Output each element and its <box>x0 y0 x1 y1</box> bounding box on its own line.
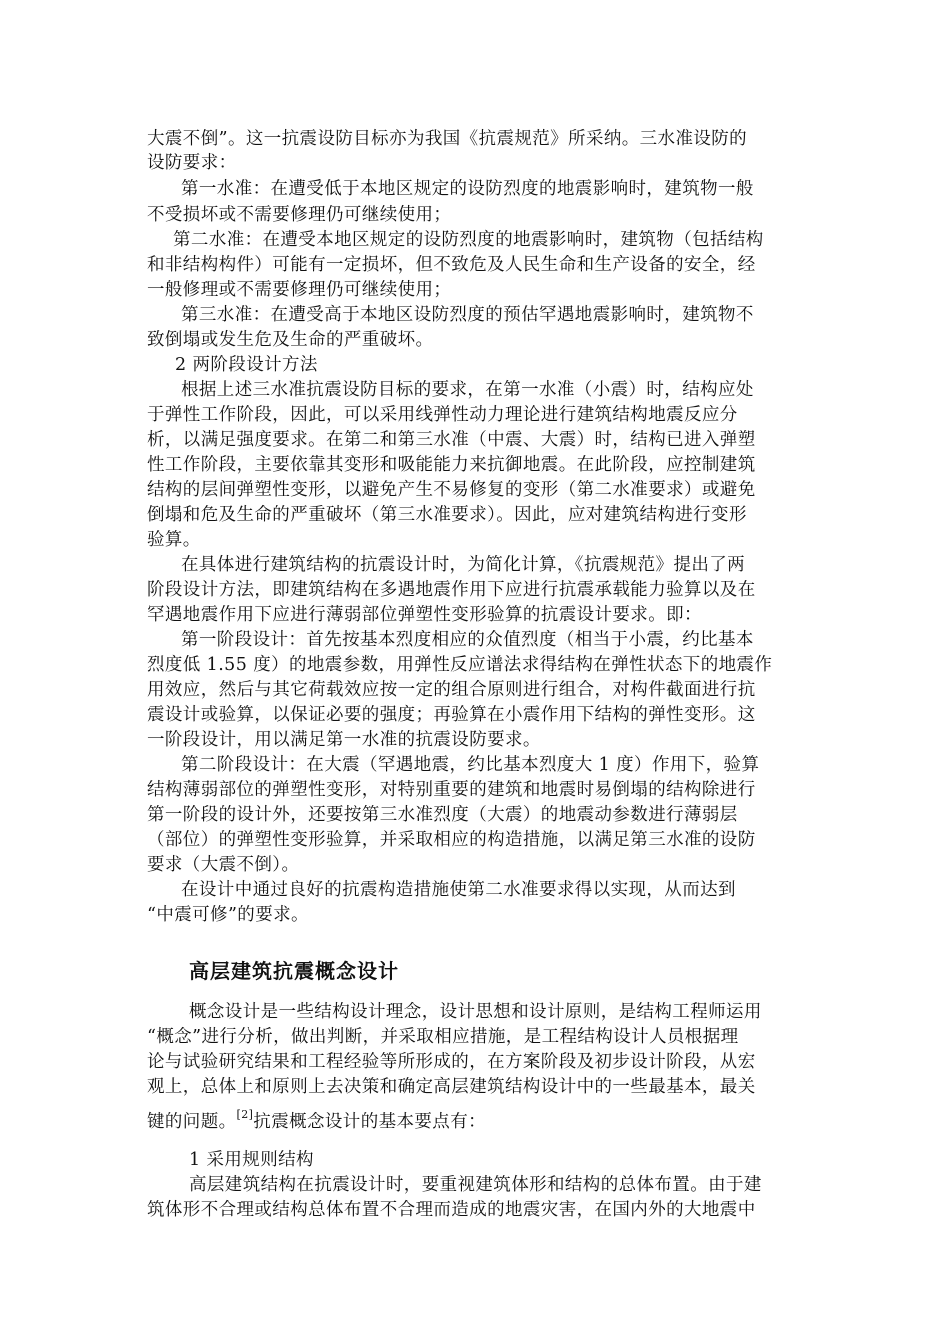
text-line: 验算。 <box>147 530 201 550</box>
text-line: 阶段设计方法，即建筑结构在多遇地震作用下应进行抗震承载能力验算以及在 <box>147 580 756 600</box>
text-line: 要求（大震不倒）。 <box>147 855 300 875</box>
citation-mark: [2] <box>236 1108 254 1122</box>
text-line: 在设计中通过良好的抗震构造措施使第二水准要求得以实现，从而达到 <box>181 880 736 900</box>
text-line: 第一水准：在遭受低于本地区规定的设防烈度的地震影响时，建筑物一般 <box>181 179 754 199</box>
text-line: 筑体形不合理或结构总体布置不合理而造成的地震灾害，在国内外的大地震中 <box>147 1200 756 1220</box>
subsection-title: 2 两阶段设计方法 <box>175 355 318 375</box>
text-line: 结构的层间弹塑性变形，以避免产生不易修复的变形（第二水准要求）或避免 <box>147 480 756 500</box>
text-line: 在具体进行建筑结构的抗震设计时，为简化计算，《抗震规范》提出了两 <box>181 555 746 575</box>
text-line: （部位）的弹塑性变形验算，并采取相应的构造措施，以满足第三水准的设防 <box>147 830 756 850</box>
text-line: 性工作阶段，主要依靠其变形和吸能能力来抗御地震。在此阶段，应控制建筑 <box>147 455 756 475</box>
text-line: 罕遇地震作用下应进行薄弱部位弹塑性变形验算的抗震设计要求。即： <box>147 605 702 625</box>
section-heading: 高层建筑抗震概念设计 <box>189 959 399 983</box>
text-line: 用效应，然后与其它荷载效应按一定的组合原则进行组合，对构件截面进行抗 <box>147 680 756 700</box>
text-line: 第二水准：在遭受本地区规定的设防烈度的地震影响时，建筑物（包括结构 <box>173 230 764 250</box>
subsection-title: 1 采用规则结构 <box>189 1150 314 1170</box>
text-fragment: 键的问题。 <box>147 1112 237 1132</box>
text-line: 结构薄弱部位的弹塑性变形，对特别重要的建筑和地震时易倒塌的结构除进行 <box>147 780 756 800</box>
text-line: 第一阶段的设计外，还要按第三水准烈度（大震）的地震动参数进行薄弱层 <box>147 805 738 825</box>
text-line: 根据上述三水准抗震设防目标的要求，在第一水准（小震）时，结构应处 <box>181 380 754 400</box>
text-line: 于弹性工作阶段，因此，可以采用线弹性动力理论进行建筑结构地震反应分 <box>147 405 738 425</box>
text-line: 第三水准：在遭受高于本地区设防烈度的预估罕遇地震影响时，建筑物不 <box>181 305 754 325</box>
text-line: “概念”进行分析，做出判断，并采取相应措施，是工程结构设计人员根据理 <box>147 1027 739 1047</box>
text-line <box>147 1110 486 1134</box>
text-line: 一般修理或不需要修理仍可继续使用； <box>147 280 452 300</box>
text-line: 致倒塌或发生危及生命的严重破坏。 <box>147 330 434 350</box>
text-line: 不受损坏或不需要修理仍可继续使用； <box>147 205 452 225</box>
text-line: 倒塌和危及生命的严重破坏（第三水准要求）。因此，应对建筑结构进行变形 <box>147 505 747 525</box>
text-line: 论与试验研究结果和工程经验等所形成的，在方案阶段及初步设计阶段，从宏 <box>147 1052 756 1072</box>
text-line: 一阶段设计，用以满足第一水准的抗震设防要求。 <box>147 730 541 750</box>
text-line: “中震可修”的要求。 <box>147 905 309 925</box>
text-fragment: 抗震概念设计的基本要点有： <box>253 1112 486 1132</box>
text-line: 设防要求： <box>147 153 237 173</box>
text-line: 概念设计是一些结构设计理念，设计思想和设计原则，是结构工程师运用 <box>189 1002 762 1022</box>
text-line: 震设计或验算，以保证必要的强度；再验算在小震作用下结构的弹性变形。这 <box>147 705 756 725</box>
text-line: 大震不倒”。这一抗震设防目标亦为我国《抗震规范》所采纳。三水准设防的 <box>147 129 748 149</box>
text-line: 观上，总体上和原则上去决策和确定高层建筑结构设计中的一些最基本，最关 <box>147 1077 756 1097</box>
text-line: 高层建筑结构在抗震设计时，要重视建筑体形和结构的总体布置。由于建 <box>189 1175 762 1195</box>
text-line: 析，以满足强度要求。在第二和第三水准（中震、大震）时，结构已进入弹塑 <box>147 430 756 450</box>
text-line: 第一阶段设计：首先按基本烈度相应的众值烈度（相当于小震，约比基本 <box>181 630 754 650</box>
text-line: 和非结构构件）可能有一定损坏，但不致危及人民生命和生产设备的安全，经 <box>147 255 756 275</box>
text-line: 第二阶段设计：在大震（罕遇地震，约比基本烈度大 1 度）作用下，验算 <box>181 755 760 775</box>
text-line: 烈度低 1.55 度）的地震参数，用弹性反应谱法求得结构在弹性状态下的地震作 <box>147 655 773 675</box>
